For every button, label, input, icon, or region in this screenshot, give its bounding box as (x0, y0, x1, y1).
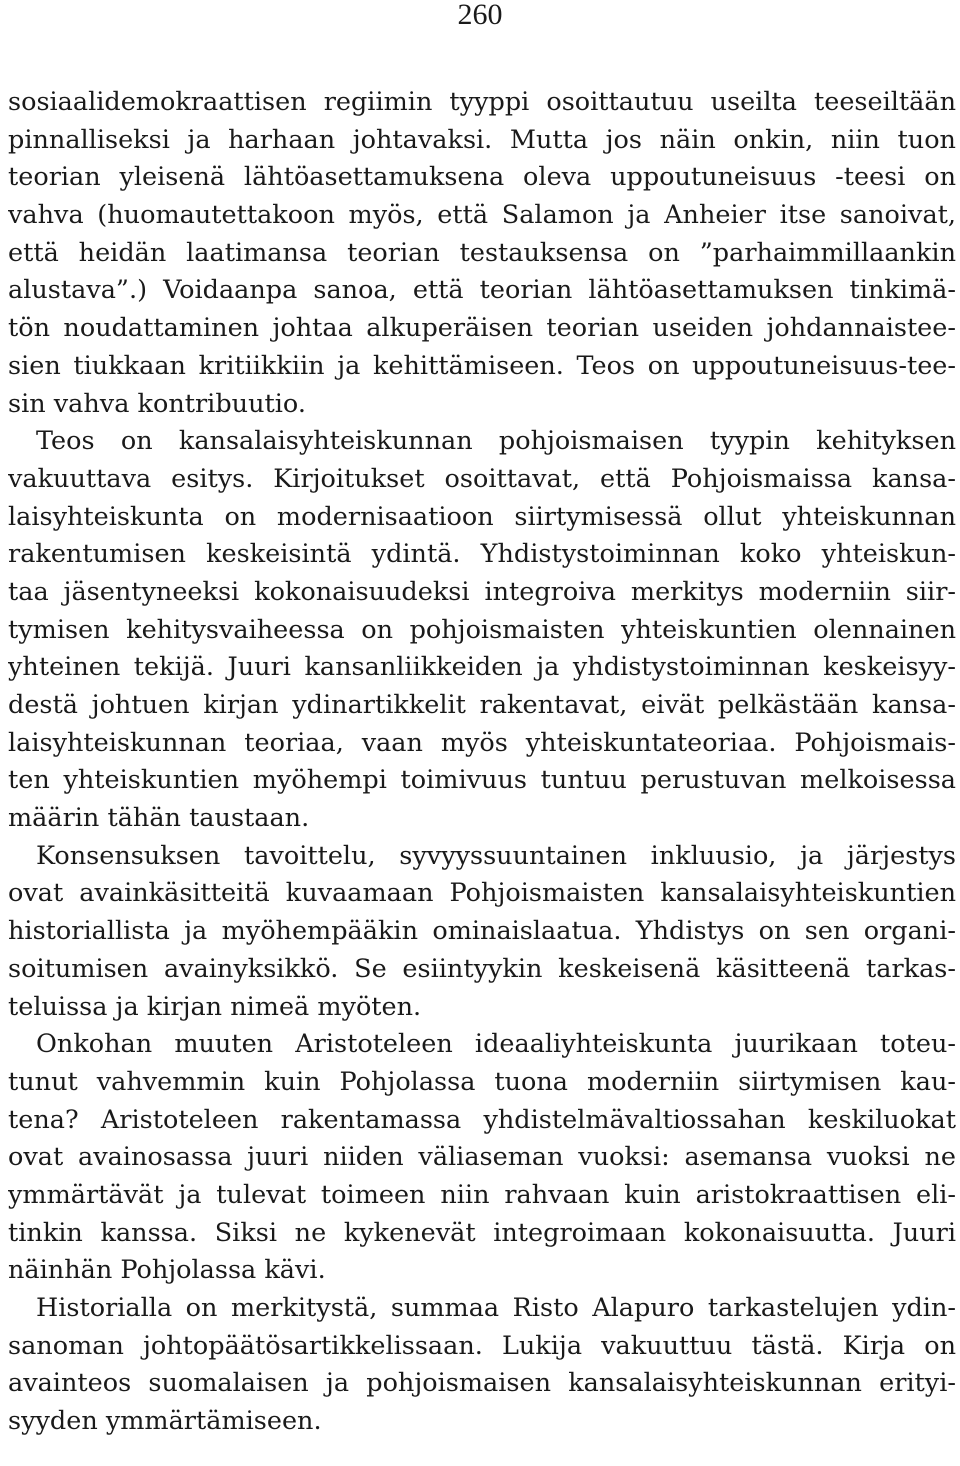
text-line: tymisen kehitysvaiheessa on pohjoismaisten yhteiskuntien olennainen (8, 614, 956, 645)
text-line: syyden ymmärtämiseen. (8, 1406, 322, 1437)
text-line: ten yhteiskuntien myöhempi toimivuus tuntuu perustuvan melkoisessa (8, 765, 956, 796)
text-line: ymmärtävät ja tulevat toimeen niin rahvaan kuin aristokraattisen eli- (8, 1179, 956, 1210)
text-line: tinkin kanssa. Siksi ne kykenevät integroimaan kokonaisuutta. Juuri (8, 1217, 956, 1248)
text-line: pinnalliseksi ja harhaan johtavaksi. Mutta jos näin onkin, niin tuon (8, 124, 956, 155)
text-line: teorian yleisenä lähtöasettamuksena oleva uppoutuneisuus -teesi on (8, 162, 956, 193)
text-line: historiallista ja myöhempääkin ominaislaatua. Yhdistys on sen organi- (8, 916, 956, 947)
text-line: teluissa ja kirjan nimeä myöten. (8, 991, 422, 1022)
text-line: sien tiukkaan kritiikkiin ja kehittämiseen. Teos on uppoutuneisuus-tee- (8, 350, 956, 381)
text-line: näinhän Pohjolassa kävi. (8, 1255, 326, 1286)
text-line: ovat avainkäsitteitä kuvaamaan Pohjoismaisten kansalaisyhteiskuntien (8, 878, 956, 909)
text-line: vakuuttava esitys. Kirjoitukset osoittavat, että Pohjoismaissa kansa- (8, 463, 956, 494)
text-line: laisyhteiskunta on modernisaatioon siirtymisessä ollut yhteiskunnan (8, 501, 956, 532)
text-line: sosiaalidemokraattisen regiimin tyyppi osoittautuu useilta teeseiltään (8, 87, 956, 117)
text-line: sanoman johtopäätösartikkelissaan. Lukija vakuuttuu tästä. Kirja on (8, 1330, 956, 1361)
text-line: rakentumisen keskeisintä ydintä. Yhdistystoiminnan koko yhteiskun- (8, 539, 956, 570)
text-line: alustava”.) Voidaanpa sanoa, että teorian lähtöasettamuksen tinkimä- (8, 275, 956, 306)
text-line: soitumisen avainyksikkö. Se esiintyykin keskeisenä käsitteenä tarkas- (8, 953, 956, 984)
text-line: tön noudattaminen johtaa alkuperäisen teorian useiden johdannaistee- (8, 313, 956, 344)
text-line: Onkohan muuten Aristoteleen ideaaliyhteiskunta juurikaan toteu- (36, 1029, 956, 1060)
text-line: taa jäsentyneeksi kokonaisuudeksi integroiva merkitys moderniin siir- (8, 576, 956, 607)
text-line: ovat avainosassa juuri niiden väliaseman vuoksi: asemansa vuoksi ne (8, 1142, 956, 1173)
text-line: yhteinen tekijä. Juuri kansanliikkeiden ja yhdistystoiminnan keskeisyy- (8, 652, 956, 683)
page-number: 260 (457, 0, 503, 31)
text-line: määrin tähän taustaan. (8, 803, 310, 834)
text-line: laisyhteiskunnan teoriaa, vaan myös yhteiskuntateoriaa. Pohjoismais- (8, 727, 956, 758)
text-line: destä johtuen kirjan ydinartikkelit rakentavat, eivät pelkästään kansa- (8, 690, 956, 720)
text-line: Historialla on merkitystä, summaa Risto Alapuro tarkastelujen ydin- (36, 1293, 956, 1323)
text-line: tunut vahvemmin kuin Pohjolassa tuona moderniin siirtymisen kau- (8, 1066, 956, 1097)
text-line: Teos on kansalaisyhteiskunnan pohjoismaisen tyypin kehityksen (36, 426, 956, 457)
text-line: avainteos suomalaisen ja pohjoismaisen kansalaisyhteiskunnan erityi- (8, 1368, 956, 1399)
text-line: sin vahva kontribuutio. (8, 388, 306, 419)
text-line: Konsensuksen tavoittelu, syvyyssuuntainen inkluusio, ja järjestys (36, 840, 956, 871)
body-text (8, 84, 956, 1441)
text-line: tena? Aristoteleen rakentamassa yhdistelmävaltiossahan keskiluokat (8, 1104, 956, 1135)
text-line: vahva (huomautettakoon myös, että Salamon ja Anheier itse sanoivat, (8, 200, 956, 231)
text-line: että heidän laatimansa teorian testauksensa on ”parhaimmillaankin (8, 237, 956, 268)
